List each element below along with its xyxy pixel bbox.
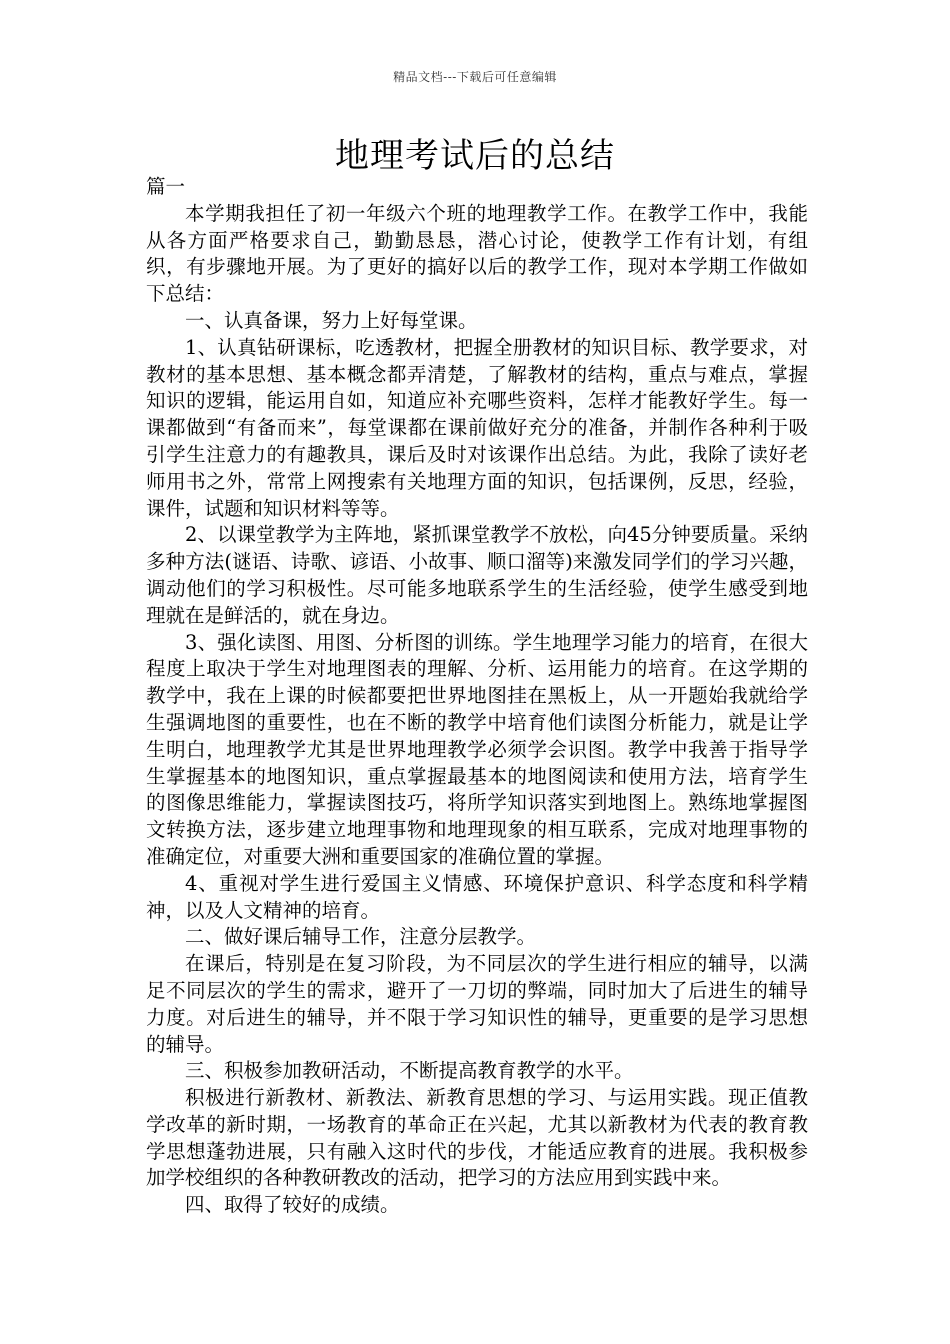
paragraph-intro: 本学期我担任了初一年级六个班的地理教学工作。在教学工作中，我能从各方面严格要求自己，勤勤恳恳，潜心讨论，使教学工作有计划，有组织，有步骤地开展。为了更好的搞好以后的教学工作，现对本学期工作做如下总结： [146, 201, 808, 306]
section-label: 篇一 [146, 175, 186, 198]
document-title: 地理考试后的总结 [335, 136, 615, 176]
paragraph-2: 在课后，特别是在复习阶段，为不同层次的学生进行相应的辅导，以满足不同层次的学生的需求，避开了一刀切的弊端，同时加大了后进生的辅导力度。对后进生的辅导，并不限于学习知识性的辅导，更重要的是学习思想的辅导。 [146, 952, 808, 1056]
document-body [146, 174, 808, 1219]
paragraph-1-4: 4、重视对学生进行爱国主义情感、环境保护意识、科学态度和科学精神，以及人文精神的培育。 [146, 871, 808, 922]
header-note: 精品文档---下载后可任意编辑 [393, 70, 557, 84]
heading-section-4: 四、取得了较好的成绩。 [185, 1193, 400, 1217]
heading-section-1: 一、认真备课，努力上好每堂课。 [185, 308, 478, 332]
paragraph-1-3: 3、强化读图、用图、分析图的训练。学生地理学习能力的培育，在很大程度上取决于学生对地理图表的理解、分析、运用能力的培育。在这学期的教学中，我在上课的时候都要把世界地图挂在黑板上，从一开题始我就给学生强调地图的重要性，也在不断的教学中培育他们读图分析能力，就是让学生明白，地理教学尤其是世界地理教学必须学会识图。教学中我善于指导学生掌握基本的地图知识，重点掌握最基本的地图阅读和使用方法，培育学生的图像思维能力，掌握读图技巧，将所学知识落实到地图上。熟练地掌握图文转换方法，逐步建立地理事物和地理现象的相互联系，完成对地理事物的准确定位，对重要大洲和重要国家的准确位置的掌握。 [146, 630, 808, 868]
paragraph-1-1: 1、认真钻研课标，吃透教材，把握全册教材的知识目标、教学要求，对教材的基本思想、基本概念都弄清楚，了解教材的结构，重点与难点，掌握知识的逻辑，能运用自如，知道应补充哪些资料，怎样才能教好学生。每一课都做到“有备而来”，每堂课都在课前做好充分的准备，并制作各种利于吸引学生注意力的有趣教具，课后及时对该课作出总结。为此，我除了读好老师用书之外，常常上网搜索有关地理方面的知识，包括课例，反思，经验，课件，试题和知识材料等等。 [146, 335, 808, 520]
paragraph-3: 积极进行新教材、新教法、新教育思想的学习、与运用实践。现正值教学改革的新时期，一场教育的革命正在兴起，尤其以新教材为代表的教育教学思想蓬勃进展，只有融入这时代的步伐，才能适应教育的进展。我积极参加学校组织的各种教研教改的活动，把学习的方法应用到实践中来。 [146, 1086, 808, 1190]
heading-section-3: 三、积极参加教研活动，不断提高教育教学的水平。 [185, 1059, 634, 1083]
paragraph-1-2: 2、以课堂教学为主阵地，紧抓课堂教学不放松，向45分钟要质量。采纳多种方法(谜语、诗歌、谚语、小故事、顺口溜等)来激发同学们的学习兴趣，调动他们的学习积极性。尽可能多地联系学生的生活经验，使学生感受到地理就在是鲜活的，就在身边。 [146, 523, 808, 627]
heading-section-2: 二、做好课后辅导工作，注意分层教学。 [185, 925, 537, 949]
